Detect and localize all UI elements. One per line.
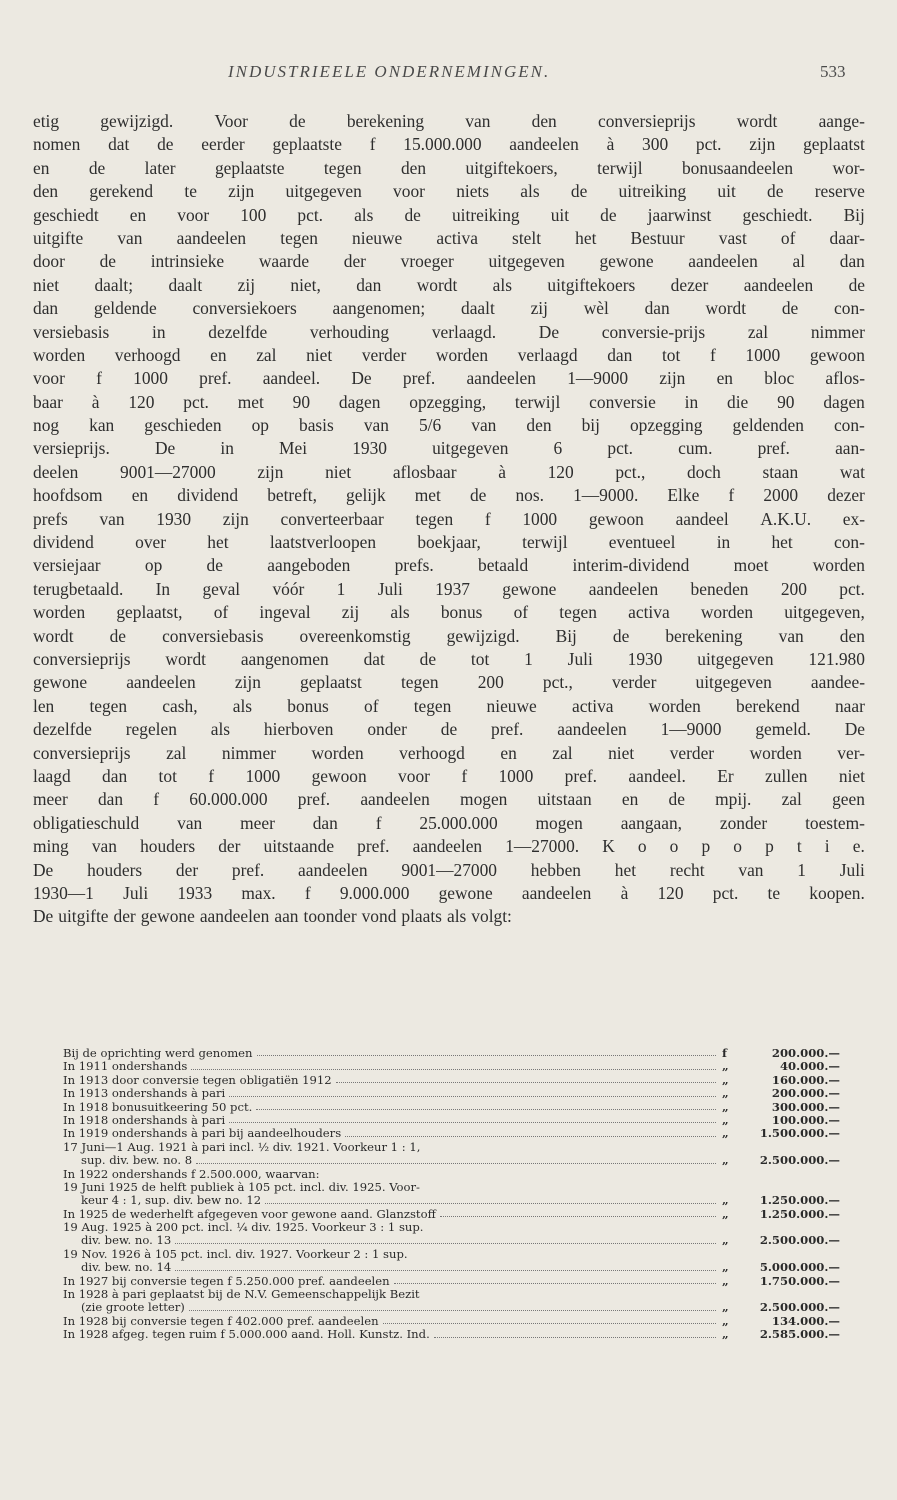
row-amount: 1.250.000.— [759,1206,840,1221]
table-row [63,1234,840,1247]
table-row [63,1301,840,1314]
row-description [63,1101,722,1114]
table-row [63,1127,840,1140]
table-row [63,1328,840,1341]
row-amount: 1.250.000.— [759,1193,840,1208]
row-description-text: 19 Nov. 1926 à 105 pct. incl. div. 1927. Voorkeur 2 : 1 sup. [63,1247,408,1261]
paragraph-line: len tegen cash, als bonus of tegen nieuwe activa worden berekend naar [33,695,865,716]
paragraph-line: geschiedt en voor 100 pct. als de uitreiking uit de jaarwinst geschiedt. Bij [33,204,865,225]
table-row [63,1315,840,1328]
table-row [63,1074,840,1087]
row-description [63,1234,722,1247]
row-description-text: In 1925 de wederhelft afgegeven voor gewone aand. Glanzstoff [63,1207,436,1221]
row-description-text: In 1919 ondershands à pari bij aandeelhouders [63,1127,342,1141]
paragraph-line: wordt de conversiebasis overeenkomstig gewijzigd. Bij de berekening van den [33,625,865,646]
paragraph-line: door de intrinsieke waarde der vroeger uitgegeven gewone aandeelen al dan [33,251,865,272]
row-description [63,1328,722,1341]
leader-dots [256,1101,716,1110]
row-amount: 2.500.000.— [759,1300,840,1315]
row-description-text: In 1928 afgeg. tegen ruim f 5.000.000 aand. Holl. Kunstz. Ind. [63,1328,430,1342]
row-description [63,1261,722,1274]
row-amount: 2.585.000.— [759,1327,840,1342]
row-amount: 5.000.000.— [759,1260,840,1275]
row-description [63,1315,722,1328]
paragraph-line: laagd dan tot f 1000 gewoon voor f 1000 pref. aandeel. Er zullen niet [33,765,865,786]
row-amount: 2.500.000.— [759,1233,840,1248]
paragraph-line: versiejaar op de aangeboden prefs. betaald interim-dividend moet worden [33,555,865,576]
row-currency: „ [722,1153,729,1168]
row-amount: 100.000.— [771,1112,840,1127]
row-description-text: 17 Juni—1 Aug. 1921 à pari incl. ½ div. 1921. Voorkeur 1 : 1, [63,1140,421,1154]
row-description [63,1141,722,1154]
row-description-text: sup. div. bew. no. 8 [81,1154,193,1168]
paragraph-line: niet daalt; daalt zij niet, dan wordt als uitgiftekoers dezer aandeelen de [33,274,865,295]
paragraph-line: gewone aandeelen zijn geplaatst tegen 200 pct., verder uitgegeven aandee- [33,672,865,693]
table-row [63,1168,840,1181]
leader-dots [434,1328,716,1337]
row-currency: „ [722,1327,729,1342]
row-description [63,1275,722,1288]
table-row [63,1060,840,1073]
leader-dots [229,1087,716,1096]
row-description [63,1194,722,1207]
paragraph-line: uitgifte van aandeelen tegen nieuwe activa stelt het Bestuur vast of daar- [33,227,865,248]
table-row [63,1248,840,1261]
row-description-text: Bij de oprichting werd genomen [63,1046,253,1060]
table-row [63,1181,840,1194]
paragraph-line: nomen dat de eerder geplaatste f 15.000.000 aandeelen à 300 pct. zijn geplaatst [33,134,865,155]
table-row [63,1101,840,1114]
paragraph-line: en de later geplaatste tegen den uitgiftekoers, terwijl bonusaandeelen wor- [33,157,865,178]
table-row [63,1275,840,1288]
paragraph-line: den gerekend te zijn uitgegeven voor niets als de uitreiking uit de reserve [33,181,865,202]
row-amount: 1.750.000.— [759,1273,840,1288]
row-amount: 200.000.— [771,1086,840,1101]
table-row [63,1261,840,1274]
row-description [63,1168,722,1181]
row-amount: 1.500.000.— [759,1126,840,1141]
paragraph-line: 1930—1 Juli 1933 max. f 9.000.000 gewone aandeelen à 120 pct. te koopen. [33,882,865,903]
leader-dots [189,1301,716,1310]
leader-dots [257,1047,716,1056]
row-currency: „ [722,1313,729,1328]
row-currency: „ [722,1072,729,1087]
row-description-text: div. bew. no. 13 [81,1234,172,1248]
page-number: 533 [820,62,846,81]
row-description-text: (zie groote letter) [81,1301,185,1315]
table-row [63,1141,840,1154]
row-currency: f [722,1045,727,1060]
table-row [63,1087,840,1100]
row-currency: „ [722,1273,729,1288]
paragraph-line: obligatieschuld van meer dan f 25.000.000 mogen aangaan, zonder toestem- [33,812,865,833]
row-description [63,1047,722,1060]
row-amount: 200.000.— [771,1045,840,1060]
paragraph-line: prefs van 1930 zijn converteerbaar tegen f 1000 gewoon aandeel A.K.U. ex- [33,508,865,529]
row-currency: „ [722,1300,729,1315]
row-currency: „ [722,1233,729,1248]
row-description [63,1154,722,1167]
row-currency: „ [722,1059,729,1074]
table-row [63,1047,840,1060]
row-amount: 300.000.— [771,1099,840,1114]
paragraph-line: worden geplaatst, of ingeval zij als bonus of tegen activa worden uitgegeven, [33,602,865,623]
row-description-text: In 1922 ondershands f 2.500.000, waarvan: [63,1167,320,1181]
row-currency: „ [722,1099,729,1114]
leader-dots [175,1234,716,1243]
row-amount: 2.500.000.— [759,1153,840,1168]
row-description-text: In 1928 bij conversie tegen f 402.000 pref. aandeelen [63,1314,379,1328]
row-description [63,1127,722,1140]
row-description [63,1087,722,1100]
issue-table [63,1047,840,1342]
leader-dots [229,1114,716,1123]
row-currency: „ [722,1112,729,1127]
table-row [63,1208,840,1221]
paragraph-line: conversieprijs zal nimmer worden verhoogd en zal niet verder worden ver- [33,742,865,763]
row-description [63,1208,722,1221]
paragraph-line: deelen 9001—27000 zijn niet aflosbaar à 120 pct., doch staan wat [33,461,865,482]
row-description [63,1074,722,1087]
row-currency: „ [722,1260,729,1275]
paragraph-line: worden verhoogd en zal niet verder worden verlaagd dan tot f 1000 gewoon [33,344,865,365]
leader-dots [394,1275,716,1284]
row-description-text: In 1928 à pari geplaatst bij de N.V. Gemeenschappelijk Bezit [63,1288,420,1302]
row-currency: „ [722,1193,729,1208]
row-currency: „ [722,1206,729,1221]
paragraph-line: hoofdsom en dividend betreft, gelijk met de nos. 1—9000. Elke f 2000 dezer [33,485,865,506]
running-title: INDUSTRIEELE ONDERNEMINGEN. [228,62,551,81]
leader-dots [336,1074,716,1083]
paragraph-line: conversieprijs wordt aangenomen dat de tot 1 Juli 1930 uitgegeven 121.980 [33,648,865,669]
paragraph-line: De houders der pref. aandeelen 9001—27000 hebben het recht van 1 Juli [33,859,865,880]
table-row [63,1221,840,1234]
paragraph-line: De uitgifte der gewone aandeelen aan toonder vond plaats als volgt: [33,906,512,927]
table-row [63,1194,840,1207]
row-description [63,1060,722,1073]
row-description [63,1248,722,1261]
row-amount: 134.000.— [771,1313,840,1328]
leader-dots [440,1208,716,1217]
row-description-text: div. bew. no. 14 [81,1261,172,1275]
leader-dots [265,1194,716,1203]
paragraph-line: dan geldende conversiekoers aangenomen; daalt zij wèl dan wordt de con- [33,298,865,319]
row-currency: „ [722,1126,729,1141]
row-description-text: 19 Aug. 1925 à 200 pct. incl. ¼ div. 1925. Voorkeur 3 : 1 sup. [63,1221,424,1235]
leader-dots [196,1154,716,1163]
leader-dots [175,1261,716,1270]
row-description-text: In 1918 bonusuitkeering 50 pct. [63,1100,253,1114]
paragraph [33,110,865,929]
paragraph-line: etig gewijzigd. Voor de berekening van den conversieprijs wordt aange- [33,111,865,131]
row-description-text: In 1918 ondershands à pari [63,1113,226,1127]
table-row [63,1288,840,1301]
paragraph-line: meer dan f 60.000.000 pref. aandeelen mogen uitstaan en de mpij. zal geen [33,789,865,810]
paragraph-line: dividend over het laatstverloopen boekjaar, terwijl eventueel in het con- [33,532,865,553]
running-header [0,62,897,92]
table-row [63,1114,840,1127]
row-description-text: In 1927 bij conversie tegen f 5.250.000 pref. aandeelen [63,1274,390,1288]
row-currency: „ [722,1086,729,1101]
row-description-text: 19 Juni 1925 de helft publiek à 105 pct. incl. div. 1925. Voor- [63,1180,420,1194]
table-row [63,1154,840,1167]
row-description-text: In 1913 ondershands à pari [63,1087,226,1101]
row-description [63,1288,722,1301]
row-description-text: In 1913 door conversie tegen obligatiën 1912 [63,1073,332,1087]
row-description [63,1301,722,1314]
row-description [63,1221,722,1234]
paragraph-line: dezelfde regelen als hierboven onder de pref. aandeelen 1—9000 gemeld. De [33,719,865,740]
paragraph-line: nog kan geschieden op basis van 5/6 van den bij opzegging geldenden con- [33,415,865,436]
row-description [63,1181,722,1194]
paragraph-line: versiebasis in dezelfde verhouding verlaagd. De conversie-prijs zal nimmer [33,321,865,342]
paragraph-line: baar à 120 pct. met 90 dagen opzegging, terwijl conversie in die 90 dagen [33,391,865,412]
paragraph-line: terugbetaald. In geval vóór 1 Juli 1937 gewone aandeelen beneden 200 pct. [33,578,865,599]
paragraph-line: voor f 1000 pref. aandeel. De pref. aandeelen 1—9000 zijn en bloc aflos- [33,368,865,389]
row-amount: 40.000.— [779,1059,840,1074]
leader-dots [191,1060,716,1069]
paragraph-line: versieprijs. De in Mei 1930 uitgegeven 6 pct. cum. pref. aan- [33,438,865,459]
row-description [63,1114,722,1127]
row-description-text: In 1911 ondershands [63,1060,188,1074]
leader-dots [345,1127,716,1136]
leader-dots [383,1315,716,1324]
row-amount: 160.000.— [771,1072,840,1087]
paragraph-line: ming van houders der uitstaande pref. aandeelen 1—27000. K o o p o p t i e. [33,836,865,857]
row-description-text: keur 4 : 1, sup. div. bew no. 12 [81,1194,262,1208]
